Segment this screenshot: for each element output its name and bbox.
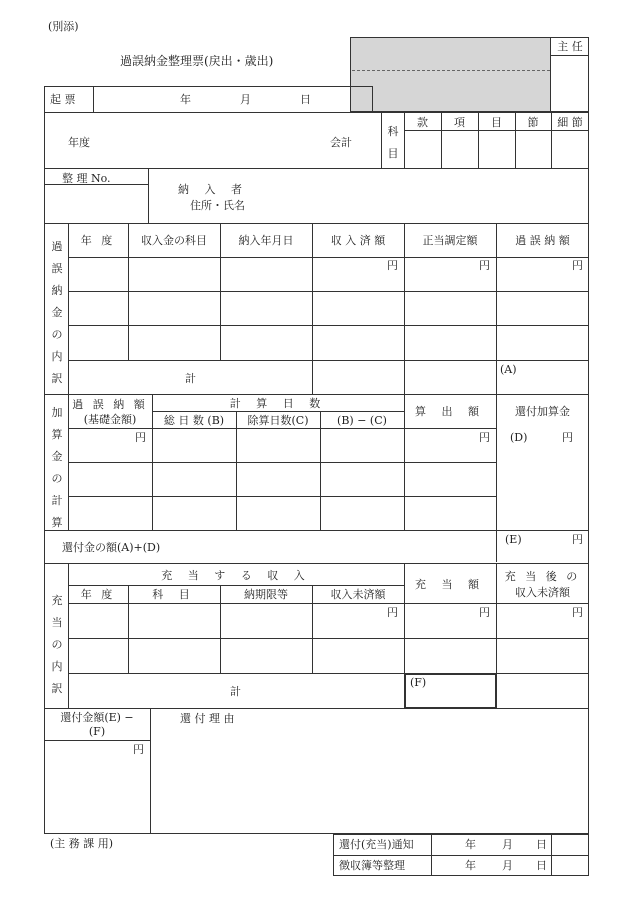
refund-amount-label: 還付金額(E) − — [60, 711, 134, 724]
appropriation-h-after1: 充 当 後 の — [504, 570, 581, 583]
addition-h-computed: 算 出 額 — [415, 405, 485, 418]
origination-month: 月 — [240, 93, 251, 106]
notice-year: 年 — [465, 838, 476, 851]
origination-label: 起 票 — [50, 93, 76, 106]
addition-h-overpay: 過 誤 納 額 — [72, 398, 148, 411]
yen-unit: 円 — [135, 431, 146, 444]
chief-label: 主 任 — [557, 40, 583, 53]
yen-unit: 円 — [479, 606, 490, 619]
overpay-h-amount: 過 誤 納 額 — [515, 234, 570, 247]
yen-unit: 円 — [572, 533, 583, 546]
addition-h-b-minus-c: (B) − (C) — [337, 414, 387, 427]
col-setsu: 節 — [527, 116, 539, 129]
overpay-h-year: 年 度 — [80, 234, 116, 247]
yen-unit: 円 — [133, 743, 144, 756]
ledger-year: 年 — [465, 859, 476, 872]
notice-day: 日 — [536, 838, 547, 851]
mark-f: (F) — [410, 676, 427, 689]
col-moku: 目 — [491, 116, 502, 129]
yen-unit: 円 — [572, 259, 583, 272]
refund-total-label: 還付金の額(A)+(D) — [62, 541, 161, 554]
appropriation-side-label: 充当の内訳 — [51, 594, 63, 695]
col-kou: 項 — [454, 116, 465, 129]
form-title: 過誤納金整理票(戻出・歳出) — [120, 54, 274, 68]
overpay-total-label: 計 — [185, 372, 196, 385]
subject-moku: 目 — [387, 147, 399, 160]
dept-use-label: (主 務 課 用) — [50, 837, 114, 850]
yen-unit: 円 — [479, 259, 490, 272]
origination-day: 日 — [300, 93, 311, 106]
addition-h-refund-interest: 還付加算金 — [515, 405, 570, 418]
refund-amount-label-f: (F) — [88, 725, 106, 738]
annex-label: (別添) — [48, 20, 79, 33]
overpay-h-date: 納入年月日 — [238, 234, 294, 247]
mark-a: (A) — [500, 363, 517, 376]
yen-unit: 円 — [479, 431, 490, 444]
payer-label: 納 入 者 — [178, 183, 248, 196]
col-saisetsu: 細 節 — [557, 116, 583, 129]
appropriation-h-unpaid: 収入未済額 — [330, 588, 386, 601]
overpay-side-label: 過誤納金の内訳 — [51, 240, 63, 385]
seiri-no-label: 整 理 No. — [62, 172, 111, 185]
addition-h-days: 計 算 日 数 — [229, 397, 327, 410]
yen-unit: 円 — [387, 259, 398, 272]
overpay-h-proper: 正当調定額 — [422, 234, 478, 247]
overpay-h-received: 収 入 済 額 — [330, 234, 386, 247]
notice-label: 還付(充当)通知 — [339, 838, 414, 851]
appropriation-total-label: 計 — [230, 685, 241, 698]
col-kan: 款 — [417, 116, 428, 129]
subject-ka: 科 — [387, 125, 399, 138]
notice-month: 月 — [502, 838, 513, 851]
addition-h-total-days: 総 日 数 (B) — [163, 414, 225, 427]
mark-e: (E) — [505, 533, 522, 546]
ledger-month: 月 — [502, 859, 513, 872]
ledger-label: 徴収簿等整理 — [339, 859, 405, 872]
overpay-h-subject: 収入金の科目 — [141, 234, 207, 247]
addition-side-label: 加算金の計算 — [51, 406, 63, 529]
ledger-day: 日 — [536, 859, 547, 872]
origination-year: 年 — [180, 93, 191, 106]
addition-h-base: (基礎金額) — [83, 413, 137, 426]
yen-unit: 円 — [562, 431, 573, 444]
addition-h-excluded-days: 除算日数(C) — [247, 414, 309, 427]
appropriation-h-income: 充 当 す る 収 入 — [161, 569, 311, 582]
appropriation-h-amount: 充 当 額 — [415, 578, 485, 591]
payer-address-name: 住所・氏名 — [190, 199, 245, 212]
appropriation-h-subject: 科 目 — [152, 588, 196, 601]
appropriation-h-deadline: 納期限等 — [244, 588, 288, 601]
fiscal-year-label: 年度 — [68, 136, 90, 149]
account-label: 会計 — [330, 136, 352, 149]
appropriation-h-after2: 収入未済額 — [515, 586, 570, 599]
yen-unit: 円 — [572, 606, 583, 619]
mark-d: (D) — [510, 431, 528, 444]
refund-reason-label: 還 付 理 由 — [180, 712, 235, 725]
appropriation-h-year: 年 度 — [80, 588, 116, 601]
yen-unit: 円 — [387, 606, 398, 619]
